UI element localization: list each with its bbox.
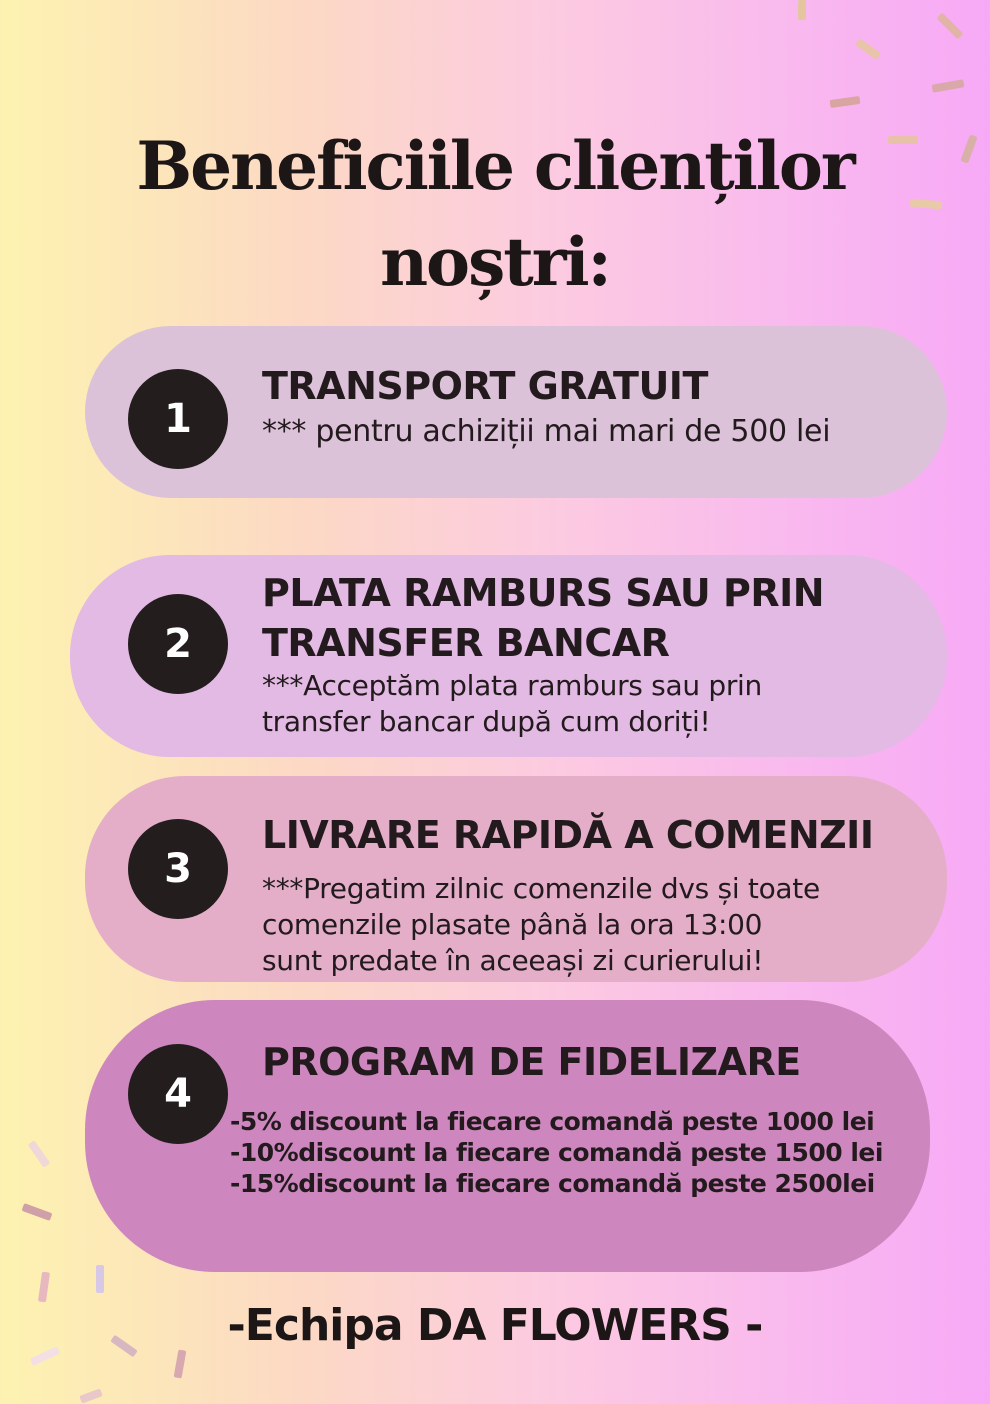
number-badge-3: 3 <box>128 819 228 919</box>
discount-line-2: -10%discount la fiecare comandă peste 1500 lei <box>230 1138 883 1167</box>
number-badge-1: 1 <box>128 369 228 469</box>
benefit-description-2-line-1: ***Acceptăm plata ramburs sau prin <box>262 669 762 702</box>
benefit-title-3: LIVRARE RAPIDĂ A COMENZII <box>262 813 874 857</box>
title-line-2: noștri: <box>380 223 610 301</box>
benefit-description-1: *** pentru achiziții mai mari de 500 lei <box>262 414 831 449</box>
discount-line-1: -5% discount la fiecare comandă peste 1000 lei <box>230 1107 875 1136</box>
title-line-1: Beneficiile clienților <box>136 127 854 205</box>
benefit-title-4: PROGRAM DE FIDELIZARE <box>262 1040 801 1084</box>
benefit-description-3-line-1: ***Pregatim zilnic comenzile dvs și toate <box>262 872 820 905</box>
benefit-description-3-line-2: comenzile plasate până la ora 13:00 <box>262 908 763 941</box>
benefit-description-2-line-2: transfer bancar după cum doriți! <box>262 705 711 738</box>
benefit-description-3-line-3: sunt predate în aceeași zi curierului! <box>262 944 764 977</box>
footer-signature: -Echipa DA FLOWERS - <box>227 1300 763 1351</box>
number-badge-4: 4 <box>128 1044 228 1144</box>
number-badge-2: 2 <box>128 594 228 694</box>
benefit-title-1: TRANSPORT GRATUIT <box>262 364 708 408</box>
discount-line-3: -15%discount la fiecare comandă peste 2500lei <box>230 1169 875 1198</box>
page-title <box>0 118 990 310</box>
benefit-title-2-line-2: TRANSFER BANCAR <box>262 621 670 665</box>
benefit-title-2-line-1: PLATA RAMBURS SAU PRIN <box>262 571 825 615</box>
